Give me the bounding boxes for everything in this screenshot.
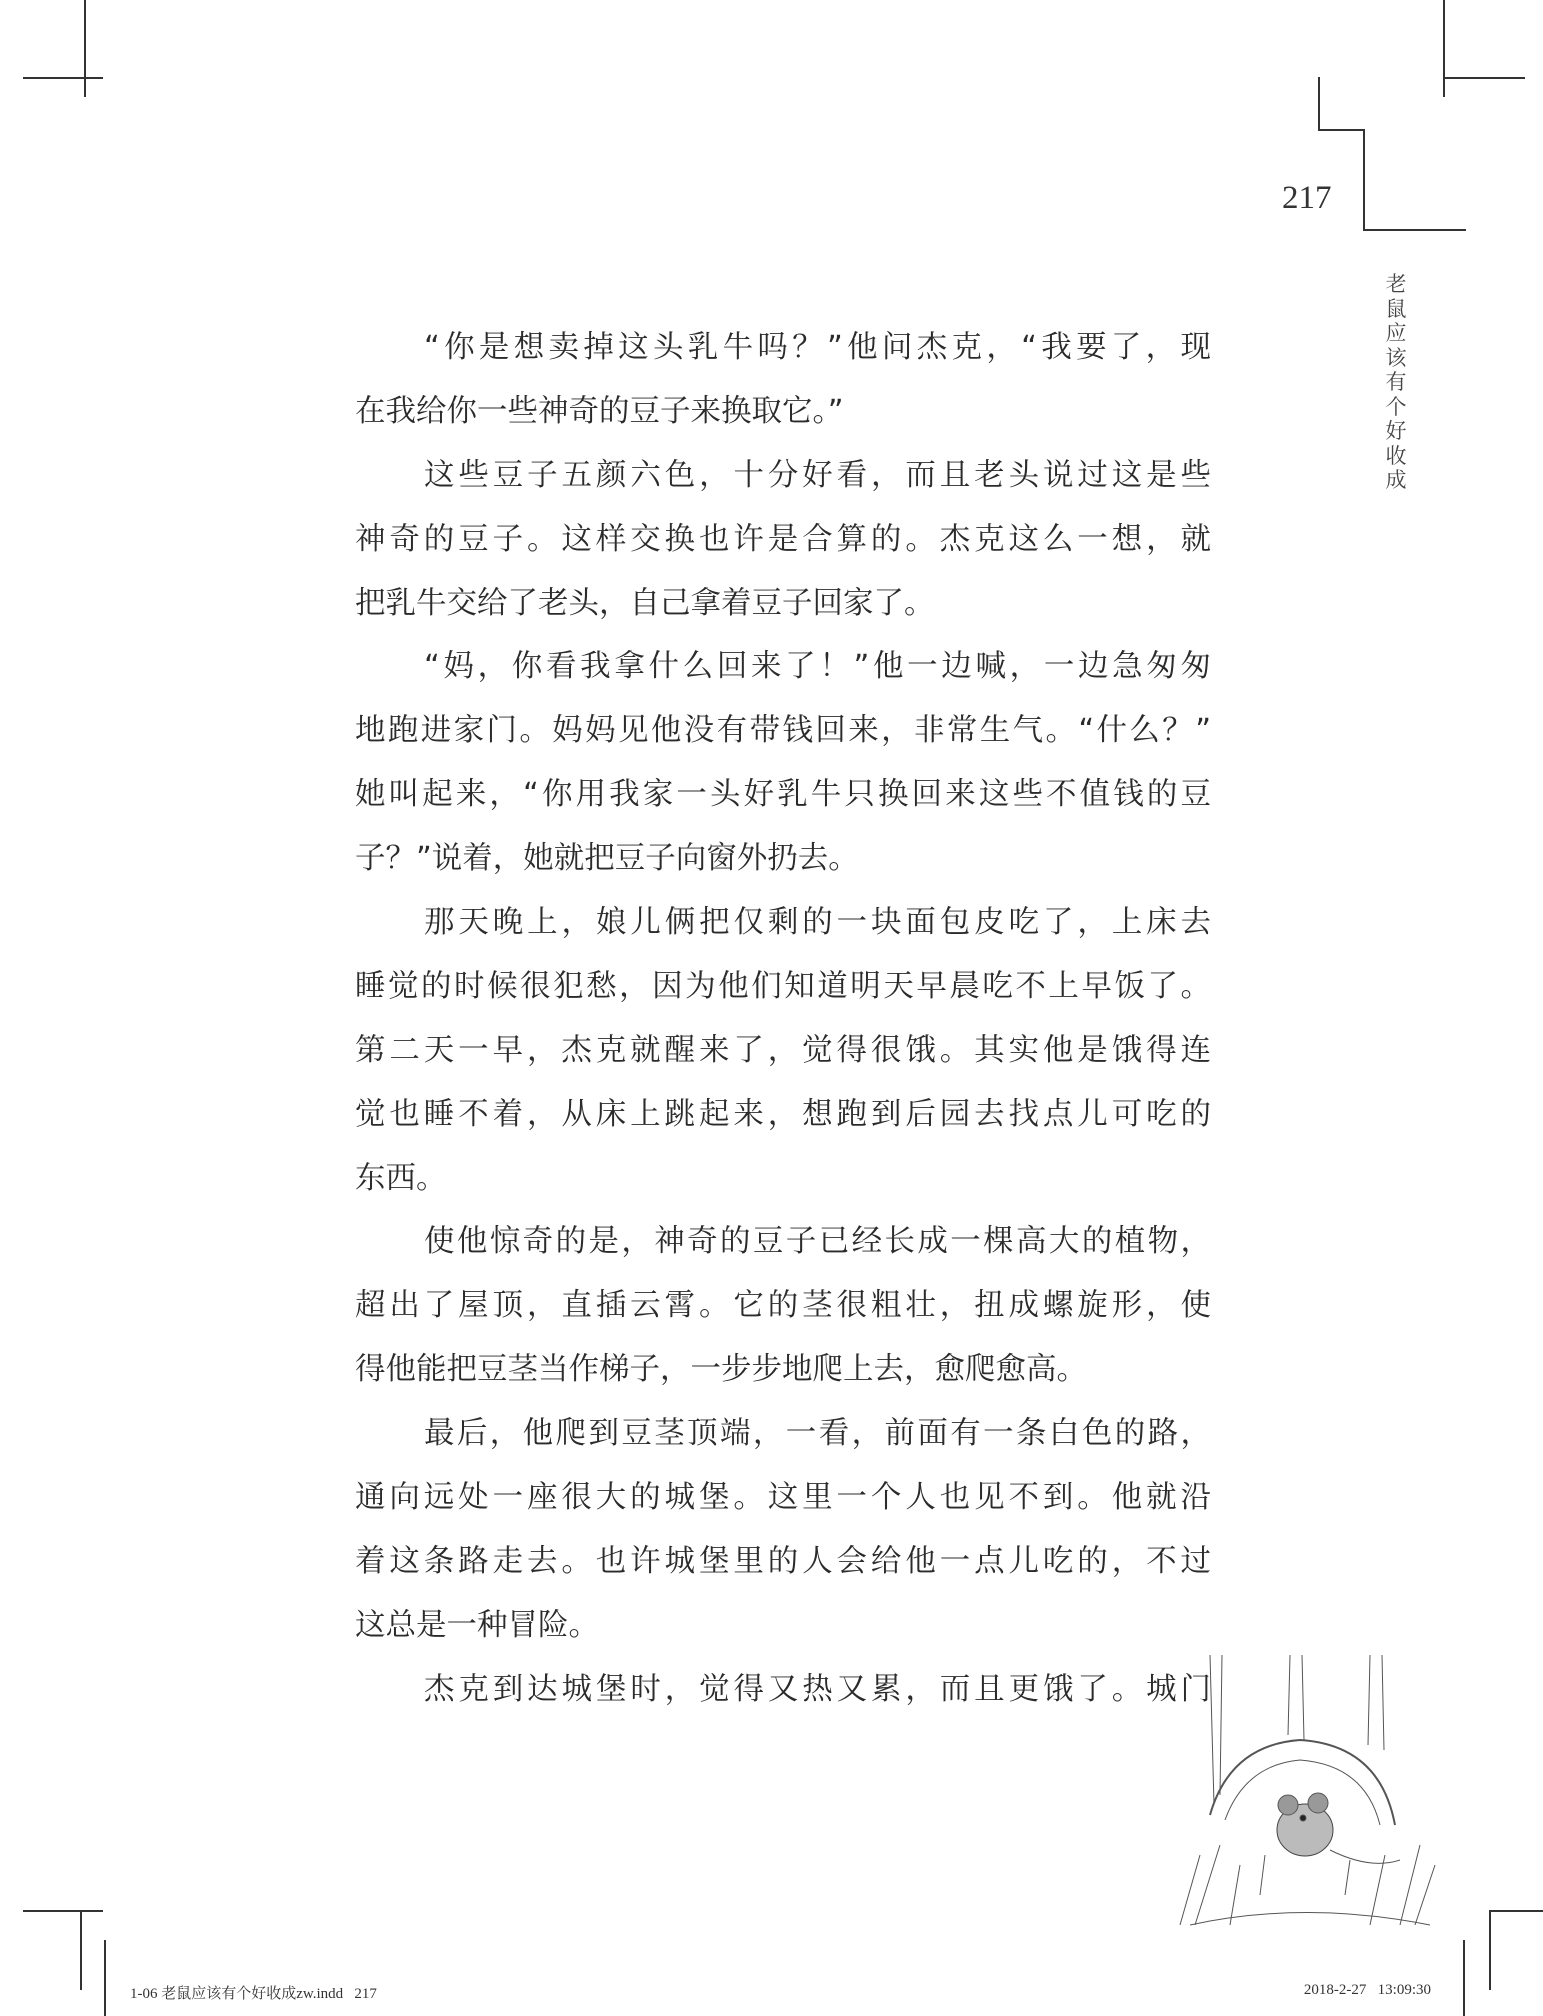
text-line: “妈，你看我拿什么回来了！”他一边喊，一边急匆匆: [424, 649, 1211, 685]
text-line: 地跑进家门。妈妈见他没有带钱回来，非常生气。“什么？”: [355, 713, 1211, 749]
text-line: 把乳牛交给了老头，自己拿着豆子回家了。: [355, 585, 935, 621]
crop-mark: [1489, 1910, 1491, 1990]
text-line: 着这条路走去。也许城堡里的人会给他一点儿吃的，不过: [355, 1543, 1211, 1579]
running-title-char: 该: [1385, 345, 1407, 370]
running-title-char: 成: [1385, 468, 1407, 492]
text-line: 东西。: [355, 1160, 447, 1196]
running-title-char: 个: [1385, 394, 1407, 419]
text-line: 这总是一种冒险。: [355, 1607, 599, 1643]
crop-mark: [23, 1910, 103, 1912]
page-frame-line: [1318, 129, 1363, 131]
text-line: 子？”说着，她就把豆子向窗外扔去。: [355, 841, 859, 877]
page-frame-line: [1318, 77, 1320, 129]
crop-mark: [23, 77, 103, 79]
running-title-char: 好: [1385, 419, 1407, 443]
text-line: 通向远处一座很大的城堡。这里一个人也见不到。他就沿: [355, 1480, 1211, 1516]
footer-file-info: 1-06 老鼠应该有个好收成zw.indd 217: [130, 1986, 377, 2002]
text-line: 那天晚上，娘儿俩把仅剩的一块面包皮吃了，上床去: [424, 905, 1211, 941]
text-line: “你是想卖掉这头乳牛吗？”他问杰克，“我要了，现: [424, 330, 1211, 365]
text-line: 睡觉的时候很犯愁，因为他们知道明天早晨吃不上早饭了。: [355, 968, 1211, 1004]
crop-mark: [1443, 77, 1525, 79]
page-frame-line: [1363, 229, 1466, 231]
text-line: 超出了屋顶，直插云霄。它的茎很粗壮，扭成螺旋形，使: [355, 1288, 1211, 1324]
running-title-char: 老: [1385, 272, 1407, 296]
crop-mark: [104, 1940, 106, 2016]
text-line: 这些豆子五颜六色，十分好看，而且老头说过这是些: [424, 457, 1211, 493]
text-line: 得他能把豆茎当作梯子，一步步地爬上去，愈爬愈高。: [355, 1352, 1087, 1388]
text-line: 觉也睡不着，从床上跳起来，想跑到后园去找点儿可吃的: [355, 1096, 1211, 1132]
text-line: 在我给你一些神奇的豆子来换取它。”: [355, 393, 844, 429]
text-line: 她叫起来，“你用我家一头好乳牛只换回来这些不值钱的豆: [355, 777, 1211, 813]
mouse-illustration: [1170, 1655, 1440, 1935]
text-line: 第二天一早，杰克就醒来了，觉得很饿。其实他是饿得连: [355, 1032, 1211, 1068]
crop-mark: [1443, 0, 1445, 97]
body-text: [355, 328, 1211, 1734]
text-line: 杰克到达城堡时，觉得又热又累，而且更饿了。城门: [424, 1671, 1211, 1707]
text-line: 使他惊奇的是，神奇的豆子已经长成一棵高大的植物，: [424, 1224, 1211, 1260]
running-title-char: 收: [1385, 443, 1407, 468]
crop-mark: [1463, 1940, 1465, 2016]
crop-mark: [84, 0, 86, 97]
text-line: 神奇的豆子。这样交换也许是合算的。杰克这么一想，就: [355, 521, 1211, 557]
running-title: [1383, 272, 1409, 493]
page-frame-line: [1363, 129, 1365, 229]
running-title-char: 有: [1385, 370, 1407, 394]
page-number: 217: [1282, 180, 1332, 216]
footer-timestamp: 2018-2-27 13:09:30: [1303, 1982, 1431, 1998]
running-title-char: 鼠: [1385, 296, 1407, 321]
text-line: 最后，他爬到豆茎顶端，一看，前面有一条白色的路，: [424, 1416, 1211, 1452]
crop-mark: [1489, 1910, 1543, 1912]
crop-mark: [80, 1910, 82, 1990]
running-title-char: 应: [1385, 321, 1407, 345]
